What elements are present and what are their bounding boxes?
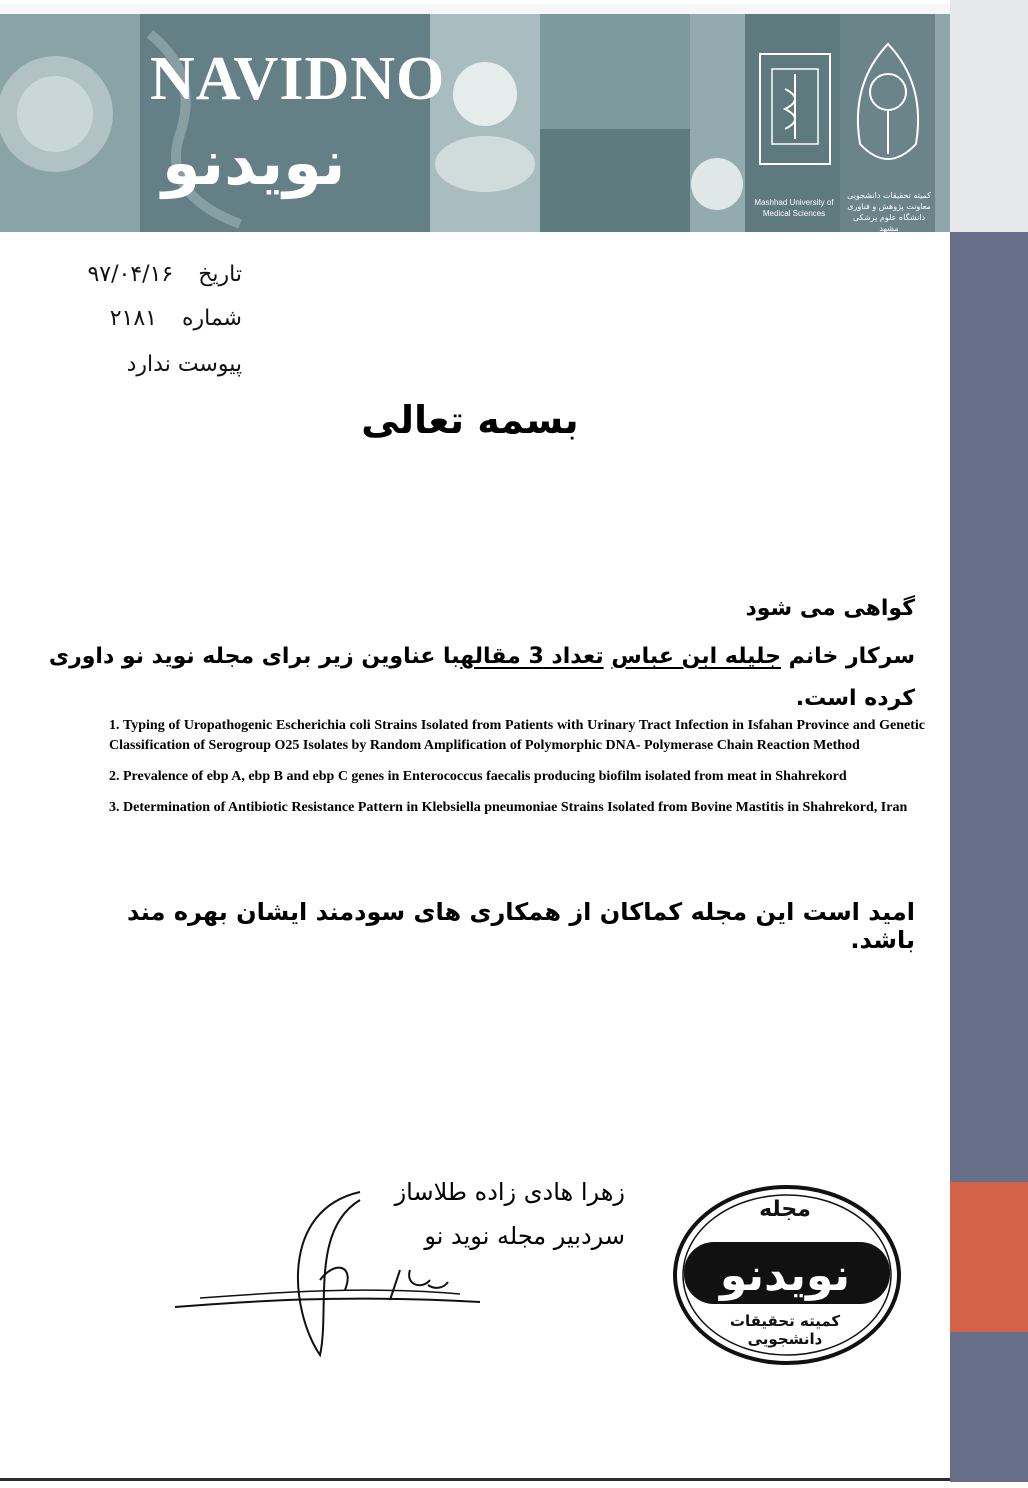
journal-banner (0, 14, 950, 232)
number-label: شماره (181, 306, 242, 331)
side-bar-accent (950, 1182, 1028, 1332)
article-item: 3. Determination of Antibiotic Resistance Pattern in Klebsiella pneumoniae Strains Isolated from Bovine Mastitis in Shahrekord, Iran (109, 800, 908, 815)
signatory-title: سردبیر مجله نوید نو (424, 1222, 625, 1250)
date-value: ۹۷/۰۴/۱۶ (87, 262, 174, 287)
number-line (110, 306, 242, 331)
brand-latin: NAVIDNO (150, 45, 446, 113)
bottom-rule (0, 1478, 950, 1481)
article-list (109, 716, 925, 829)
statement-suffix: با عناوین زیر برای مجله نوید نو داوری کرده است. (48, 644, 915, 711)
attachment-line: پیوست ندارد (126, 352, 242, 377)
signatory-name: زهرا هادی زاده طلاساز (394, 1178, 625, 1206)
article-item: 1. Typing of Uropathogenic Escherichia coli Strains Isolated from Patients with Urinary Tract Infection in Isfahan Province and Genetic Classification of Serogroup O25 Isolates by Random Amplification of Polymorphic DNA- Polymerase Chain Reaction Method (109, 718, 925, 753)
stamp-label-bottom: کمیته تحقیقات دانشجویی (729, 1312, 841, 1348)
handwritten-signature (160, 1190, 500, 1370)
article-item: 2. Prevalence of ebp A, ebp B and ebp C genes in Enterococcus faecalis producing biofilm isolated from meat in Shahrekord (109, 769, 847, 784)
side-bar-light (950, 0, 1028, 232)
stamp-label-middle: نویدنو (719, 1250, 851, 1301)
side-bar-bottom (950, 1332, 1028, 1482)
side-bar-dark (950, 232, 1028, 1182)
reviewer-name: جلیله ابن عباس (611, 644, 781, 669)
committee-name: کمیته تحقیقات دانشجویی معاونت پژوهش و فناوری دانشگاه علوم پزشکی مشهد (847, 191, 931, 232)
basmala-heading: بسمه تعالی (361, 398, 579, 442)
closing-line: امید است این مجله کماکان از همکاری های سودمند ایشان بهره مند باشد. (126, 898, 915, 954)
certify-line: گواهی می شود (745, 596, 915, 621)
university-name: Mashhad University of Medical Sciences (754, 198, 834, 218)
stamp-label-top: مجله (759, 1197, 811, 1222)
date-line (87, 262, 242, 287)
statement-prefix: سرکار خانم (788, 644, 915, 669)
certificate-statement (40, 636, 915, 720)
number-value: ۲۱۸۱ (109, 306, 157, 331)
top-rule (0, 4, 950, 14)
brand-persian: نویدنو (162, 126, 346, 199)
article-count: تعداد 3 مقاله (460, 644, 604, 669)
date-label: تاریخ (198, 262, 242, 287)
